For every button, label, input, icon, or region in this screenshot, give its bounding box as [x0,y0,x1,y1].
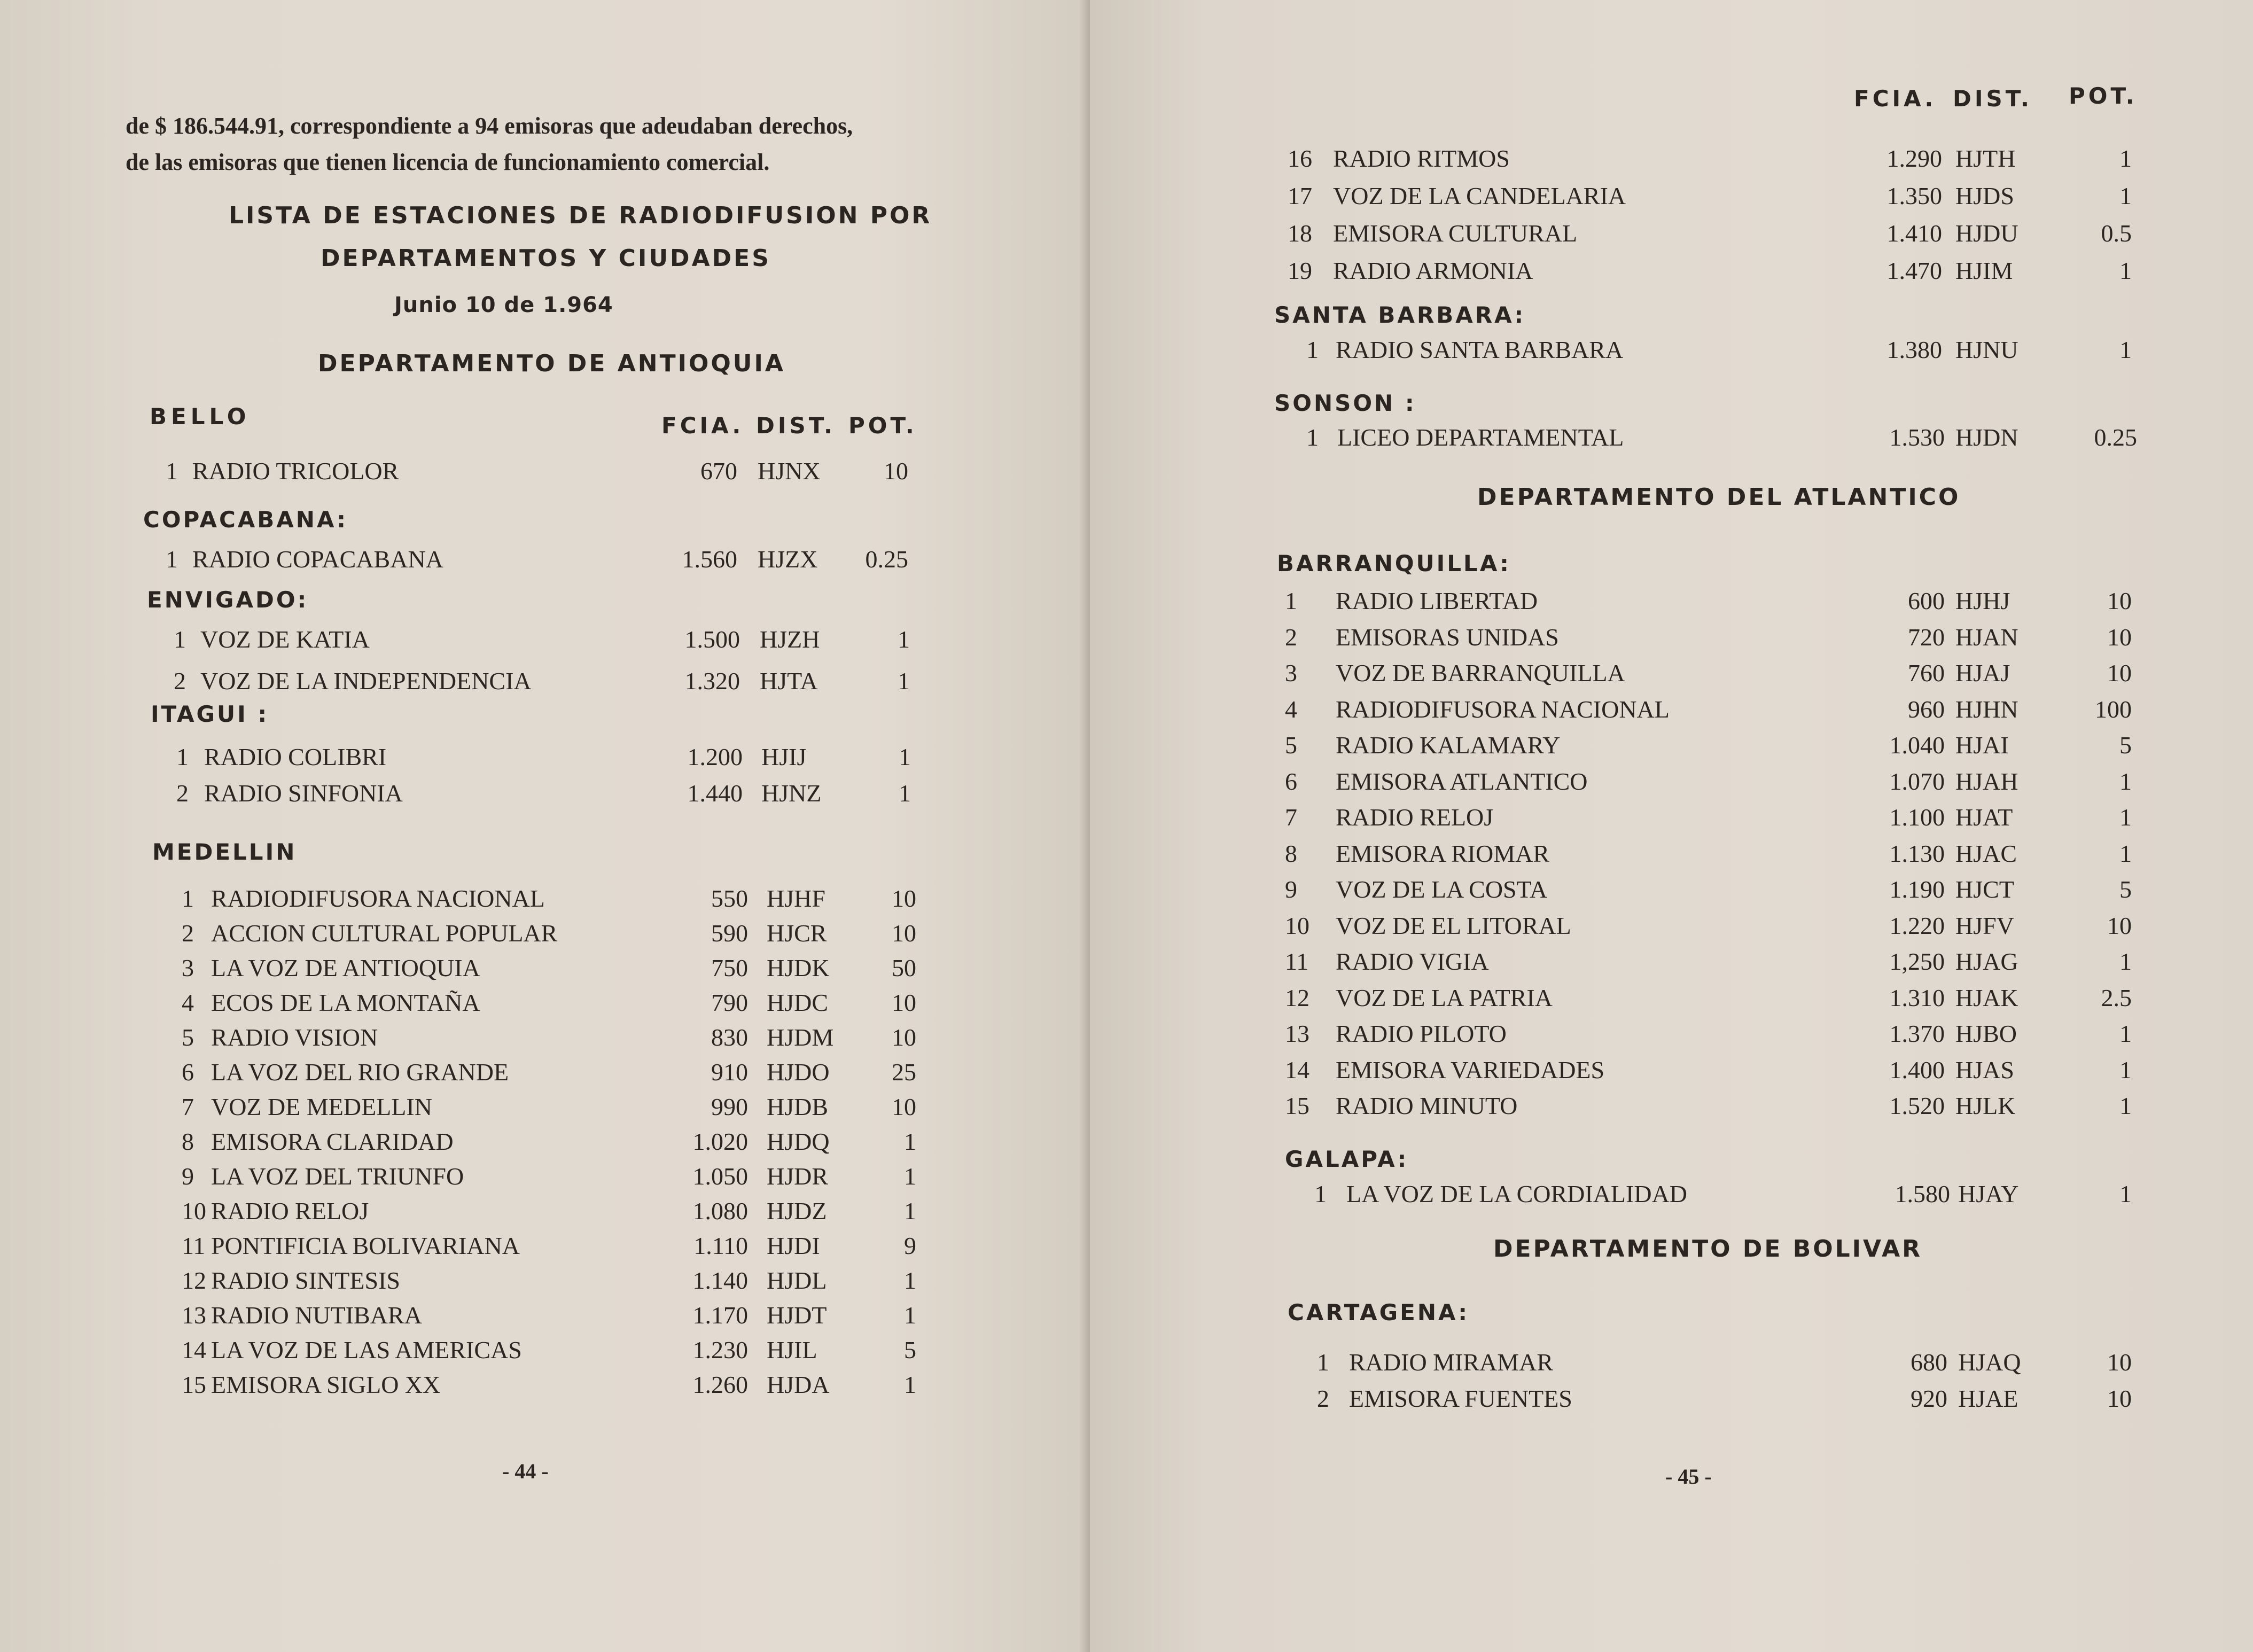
station-power: 25 [892,1058,916,1086]
station-callsign: HJZH [760,626,820,653]
station-number: 6 [1285,767,1297,795]
station-name: RADIO RELOJ [211,1197,369,1225]
station-number: 13 [1285,1020,1309,1047]
station-callsign: HJAI [1955,731,2009,759]
station-name: EMISORA VARIEDADES [1336,1056,1605,1084]
station-row [0,1023,1090,1055]
station-power: 1 [2119,336,2132,363]
station-number: 12 [182,1267,206,1294]
intro-line-1: de $ 186.544.91, correspondiente a 94 emisoras que adeudaban derechos, [126,113,853,139]
station-frequency: 1.260 [692,1371,748,1398]
station-row [0,667,1090,699]
station-name: PONTIFICIA BOLIVARIANA [211,1232,520,1259]
station-row [1090,256,2253,289]
station-power: 1 [2119,145,2132,172]
station-frequency: 1.370 [1889,1020,1945,1047]
station-number: 15 [182,1371,206,1398]
station-power: 1 [2119,804,2132,831]
station-number: 1 [1285,587,1297,614]
station-power: 1 [2119,1180,2132,1207]
station-power: 2.5 [2101,984,2132,1011]
station-callsign: HJDZ [767,1197,827,1225]
station-frequency: 1.140 [692,1267,748,1294]
station-power: 1 [2119,1020,2132,1047]
station-row [1090,1092,2253,1124]
page-number-right: - 45 - [1665,1464,1712,1489]
station-name: VOZ DE LA INDEPENDENCIA [200,667,532,695]
station-number: 10 [1285,911,1309,939]
station-name: RADIO SINFONIA [204,780,403,807]
station-power: 10 [892,989,916,1016]
station-name: RADIO MIRAMAR [1349,1349,1554,1376]
station-name: LA VOZ DE LA CORDIALIDAD [1346,1180,1688,1207]
station-row [0,545,1090,577]
station-number: 2 [174,667,186,695]
station-power: 10 [892,1024,916,1051]
station-row [0,457,1090,489]
station-name: RADIO KALAMARY [1336,731,1561,759]
right-page [1090,0,2253,1652]
column-header-pot: POT. [848,412,917,439]
station-number: 8 [1285,839,1297,867]
station-name: RADIO COPACABANA [192,546,443,573]
station-number: 7 [1285,804,1297,831]
station-frequency: 790 [711,989,748,1016]
station-number: 9 [182,1163,194,1190]
station-row [0,1370,1090,1402]
station-power: 9 [904,1232,916,1259]
station-power: 10 [2107,623,2132,651]
page-number-left: - 44 - [502,1459,549,1483]
station-number: 13 [182,1302,206,1329]
station-name: VOZ DE KATIA [200,626,370,653]
station-callsign: HJCR [767,919,827,947]
station-name: RADIO RITMOS [1333,145,1510,172]
station-frequency: 1.110 [693,1232,748,1259]
station-row [1090,1056,2253,1088]
station-number: 2 [176,780,189,807]
station-row [1090,731,2253,763]
station-name: ECOS DE LA MONTAÑA [211,989,480,1016]
station-row [1090,144,2253,176]
station-frequency: 1.400 [1889,1056,1945,1084]
station-frequency: 1.350 [1886,182,1942,209]
station-power: 0.25 [2094,424,2137,451]
station-row [1090,839,2253,871]
city-itagui: ITAGUI : [151,701,269,727]
station-power: 1 [2119,948,2132,975]
station-frequency: 1,250 [1889,948,1945,975]
station-name: LA VOZ DE ANTIOQUIA [211,954,480,981]
station-frequency: 1.520 [1889,1092,1945,1119]
station-callsign: HJDA [767,1371,830,1398]
station-callsign: HJDC [767,989,829,1016]
station-row [0,1336,1090,1368]
station-number: 6 [182,1058,194,1086]
station-number: 1 [1306,336,1319,363]
station-frequency: 720 [1908,623,1945,651]
station-name: EMISORA CULTURAL [1333,220,1578,247]
station-number: 5 [182,1024,194,1051]
station-number: 11 [1285,948,1309,975]
list-title-line-1: LISTA DE ESTACIONES DE RADIODIFUSION POR [229,202,932,229]
station-name: RADIO VIGIA [1336,948,1489,975]
station-frequency: 1.320 [684,667,740,695]
station-name: RADIO PILOTO [1336,1020,1507,1047]
station-row [0,1162,1090,1194]
station-callsign: HJCT [1955,876,2014,903]
station-name: EMISORAS UNIDAS [1336,623,1559,651]
station-power: 10 [892,1093,916,1120]
city-cartagena: CARTAGENA: [1288,1299,1470,1326]
station-number: 4 [182,989,194,1016]
station-power: 10 [2107,911,2132,939]
station-row [0,625,1090,657]
list-date: Junio 10 de 1.964 [394,293,613,317]
station-power: 10 [892,919,916,947]
station-callsign: HJDM [767,1024,834,1051]
station-row [1090,1180,2253,1212]
station-name: LICEO DEPARTAMENTAL [1337,424,1624,451]
station-callsign: HJAY [1958,1180,2019,1207]
column-header-fcia: FCIA. [661,412,744,439]
station-power: 5 [2119,876,2132,903]
station-callsign: HJIJ [761,743,807,770]
station-callsign: HJAE [1958,1385,2018,1412]
station-frequency: 920 [1911,1385,1947,1412]
station-callsign: HJAK [1955,984,2018,1011]
station-row [1090,875,2253,907]
station-name: ACCION CULTURAL POPULAR [211,919,558,947]
station-frequency: 1.050 [692,1163,748,1190]
station-frequency: 1.580 [1895,1180,1950,1207]
station-power: 1 [2119,182,2132,209]
station-frequency: 680 [1911,1349,1947,1376]
station-row [0,1232,1090,1264]
station-name: VOZ DE MEDELLIN [211,1093,432,1120]
station-number: 7 [182,1093,194,1120]
column-header-dist: DIST. [756,412,836,439]
station-row [1090,623,2253,655]
station-number: 1 [166,546,178,573]
station-number: 14 [1285,1056,1309,1084]
station-power: 10 [884,457,908,485]
station-callsign: HJDQ [767,1128,830,1155]
station-number: 12 [1285,984,1309,1011]
station-number: 10 [182,1197,206,1225]
intro-line-2: de las emisoras que tienen licencia de funcionamiento comercial. [126,149,770,175]
station-frequency: 1.440 [687,780,743,807]
station-row [0,919,1090,951]
station-number: 11 [182,1232,206,1259]
station-power: 1 [2119,839,2132,867]
station-callsign: HJAJ [1955,659,2010,687]
station-row [1090,803,2253,835]
city-medellin: MEDELLIN [152,839,297,865]
city-envigado: ENVIGADO: [147,587,309,613]
station-name: RADIO RELOJ [1336,804,1494,831]
station-name: LA VOZ DEL TRIUNFO [211,1163,464,1190]
station-number: 1 [176,743,189,770]
station-frequency: 1.070 [1889,767,1945,795]
left-page [0,0,1090,1652]
city-copacabana: COPACABANA: [143,506,348,533]
station-row [1090,423,2253,455]
station-callsign: HJDN [1955,424,2018,451]
station-name: EMISORA CLARIDAD [211,1128,454,1155]
station-name: RADIODIFUSORA NACIONAL [1336,695,1670,723]
station-frequency: 550 [711,885,748,912]
station-frequency: 1.100 [1889,804,1945,831]
station-name: LA VOZ DEL RIO GRANDE [211,1058,509,1086]
station-number: 5 [1285,731,1297,759]
station-number: 8 [182,1128,194,1155]
station-row [0,954,1090,986]
column-header-pot-right: POT. [2069,83,2138,109]
station-callsign: HJAN [1955,623,2018,651]
department-atlantico-heading: DEPARTAMENTO DEL ATLANTICO [1477,484,1961,511]
station-row [0,1197,1090,1229]
station-frequency: 1.080 [692,1197,748,1225]
station-row [1090,659,2253,691]
station-name: RADIO LIBERTAD [1336,587,1538,614]
station-name: VOZ DE BARRANQUILLA [1336,659,1625,687]
station-frequency: 1.220 [1889,911,1945,939]
station-number: 2 [1317,1385,1329,1412]
station-frequency: 750 [711,954,748,981]
station-power: 1 [898,626,910,653]
station-row [1090,587,2253,619]
station-callsign: HJDR [767,1163,829,1190]
station-name: RADIO NUTIBARA [211,1302,422,1329]
station-number: 1 [1306,424,1319,451]
station-callsign: HJDT [767,1302,827,1329]
station-row [1090,1019,2253,1051]
station-number: 1 [182,885,194,912]
station-power: 0.5 [2101,220,2132,247]
station-power: 1 [2119,767,2132,795]
station-frequency: 1.380 [1886,336,1942,363]
station-number: 3 [1285,659,1297,687]
station-power: 1 [904,1267,916,1294]
department-antioquia-heading: DEPARTAMENTO DE ANTIOQUIA [318,350,785,377]
station-name: VOZ DE LA COSTA [1336,876,1548,903]
station-frequency: 1.130 [1889,839,1945,867]
station-power: 5 [2119,731,2132,759]
station-frequency: 1.310 [1889,984,1945,1011]
station-number: 17 [1288,182,1312,209]
station-name: EMISORA SIGLO XX [211,1371,441,1398]
station-frequency: 1.200 [687,743,743,770]
department-bolivar-heading: DEPARTAMENTO DE BOLIVAR [1493,1235,1923,1263]
station-row [0,1266,1090,1298]
station-frequency: 830 [711,1024,748,1051]
station-callsign: HJAT [1955,804,2013,831]
station-callsign: HJIL [767,1336,817,1363]
station-callsign: HJZX [758,546,818,573]
station-callsign: HJAS [1955,1056,2014,1084]
list-title-line-2: DEPARTAMENTOS Y CIUDADES [321,245,771,272]
station-number: 18 [1288,220,1312,247]
station-name: VOZ DE LA PATRIA [1336,984,1553,1011]
station-number: 2 [182,919,194,947]
station-callsign: HJAC [1955,839,2017,867]
station-name: EMISORA FUENTES [1349,1385,1572,1412]
station-row [1090,182,2253,214]
station-row [0,1058,1090,1090]
station-power: 0.25 [865,546,908,573]
station-row [0,779,1090,811]
station-name: EMISORA ATLANTICO [1336,767,1588,795]
station-power: 10 [2107,1385,2132,1412]
station-name: RADIO COLIBRI [204,743,387,770]
station-callsign: HJDL [767,1267,827,1294]
station-row [0,1301,1090,1333]
station-row [1090,911,2253,944]
station-number: 19 [1288,257,1312,284]
station-frequency: 1.500 [684,626,740,653]
station-callsign: HJAG [1955,948,2018,975]
station-callsign: HJHJ [1955,587,2010,614]
station-callsign: HJDI [767,1232,820,1259]
city-galapa: GALAPA: [1285,1146,1409,1172]
station-callsign: HJNZ [761,780,822,807]
station-row [0,884,1090,916]
station-frequency: 1.530 [1889,424,1945,451]
station-number: 1 [1314,1180,1327,1207]
station-callsign: HJDB [767,1093,829,1120]
station-row [1090,947,2253,979]
station-callsign: HJNU [1955,336,2018,363]
station-frequency: 1.290 [1886,145,1942,172]
station-callsign: HJBO [1955,1020,2017,1047]
station-number: 1 [1317,1349,1329,1376]
station-row [0,1093,1090,1125]
station-number: 1 [166,457,178,485]
station-number: 1 [174,626,186,653]
station-power: 5 [904,1336,916,1363]
station-number: 9 [1285,876,1297,903]
station-number: 2 [1285,623,1297,651]
station-name: RADIO MINUTO [1336,1092,1518,1119]
station-callsign: HJDS [1955,182,2014,209]
station-power: 10 [892,885,916,912]
station-row [1090,1348,2253,1380]
station-number: 4 [1285,695,1297,723]
station-frequency: 670 [700,457,737,485]
station-frequency: 1.020 [692,1128,748,1155]
station-frequency: 1.470 [1886,257,1942,284]
column-header-dist-right: DIST. [1953,85,2032,112]
station-name: LA VOZ DE LAS AMERICAS [211,1336,522,1363]
station-power: 100 [2095,695,2132,723]
station-power: 1 [904,1371,916,1398]
station-power: 1 [904,1302,916,1329]
station-power: 10 [2107,587,2132,614]
station-frequency: 600 [1908,587,1945,614]
station-frequency: 1.560 [682,546,737,573]
station-name: VOZ DE LA CANDELARIA [1333,182,1626,209]
station-name: VOZ DE EL LITORAL [1336,911,1571,939]
city-bello: BELLO [150,403,251,430]
station-row [1090,767,2253,799]
station-frequency: 760 [1908,659,1945,687]
station-power: 1 [899,780,911,807]
station-power: 1 [2119,257,2132,284]
column-header-fcia-right: FCIA. [1854,85,1937,112]
station-row [1090,984,2253,1016]
station-number: 14 [182,1336,206,1363]
station-row [1090,1384,2253,1416]
station-power: 1 [898,667,910,695]
station-number: 15 [1285,1092,1309,1119]
station-frequency: 1.170 [692,1302,748,1329]
station-callsign: HJDK [767,954,830,981]
station-callsign: HJTA [760,667,818,695]
station-frequency: 910 [711,1058,748,1086]
station-number: 3 [182,954,194,981]
station-frequency: 1.190 [1889,876,1945,903]
station-row [0,1127,1090,1159]
station-name: RADIO VISION [211,1024,378,1051]
station-row [1090,219,2253,251]
station-frequency: 990 [711,1093,748,1120]
station-power: 1 [904,1128,916,1155]
station-power: 1 [899,743,911,770]
station-name: EMISORA RIOMAR [1336,839,1550,867]
station-callsign: HJTH [1955,145,2016,172]
station-name: RADIO ARMONIA [1333,257,1533,284]
station-number: 16 [1288,145,1312,172]
station-row [1090,336,2253,368]
station-callsign: HJHN [1955,695,2018,723]
station-name: RADIODIFUSORA NACIONAL [211,885,545,912]
station-frequency: 1.410 [1886,220,1942,247]
station-callsign: HJNX [758,457,821,485]
city-santa-barbara: SANTA BARBARA: [1274,302,1526,328]
station-frequency: 1.040 [1889,731,1945,759]
station-power: 10 [2107,1349,2132,1376]
station-power: 10 [2107,659,2132,687]
station-name: RADIO SINTESIS [211,1267,400,1294]
station-name: RADIO TRICOLOR [192,457,399,485]
station-name: RADIO SANTA BARBARA [1336,336,1624,363]
station-frequency: 1.230 [692,1336,748,1363]
station-callsign: HJHF [767,885,825,912]
station-frequency: 960 [1908,695,1945,723]
station-row [0,988,1090,1020]
station-row [1090,695,2253,727]
station-callsign: HJDU [1955,220,2018,247]
city-sonson: SONSON : [1274,390,1416,416]
station-callsign: HJFV [1955,911,2014,939]
station-power: 1 [904,1163,916,1190]
station-callsign: HJIM [1955,257,2013,284]
station-callsign: HJAQ [1958,1349,2021,1376]
station-callsign: HJDO [767,1058,830,1086]
station-power: 50 [892,954,916,981]
station-callsign: HJAH [1955,767,2018,795]
station-power: 1 [904,1197,916,1225]
city-barranquilla: BARRANQUILLA: [1277,550,1511,576]
station-callsign: HJLK [1955,1092,2016,1119]
station-frequency: 590 [711,919,748,947]
station-power: 1 [2119,1092,2132,1119]
station-power: 1 [2119,1056,2132,1084]
station-row [0,743,1090,775]
